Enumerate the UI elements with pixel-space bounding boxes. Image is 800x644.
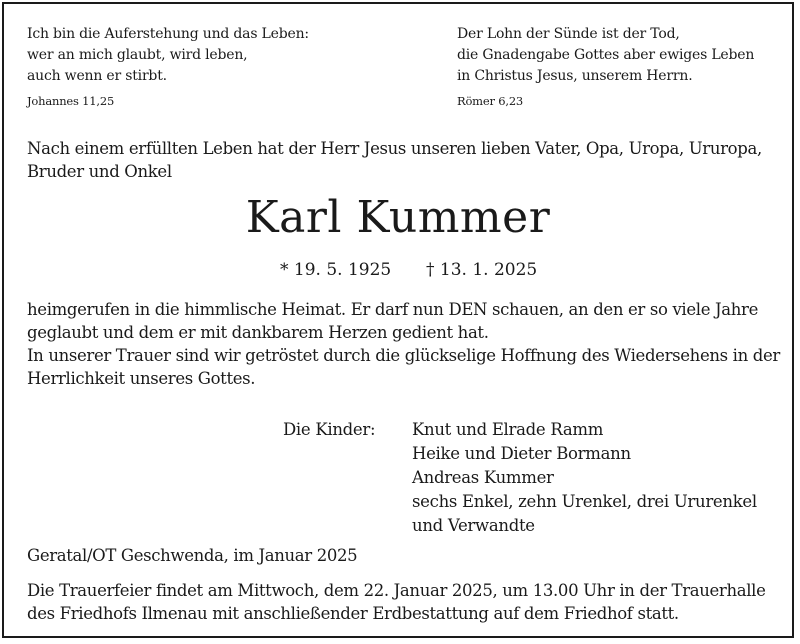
mourner-name: sechs Enkel, zehn Urenkel, drei Ururenkel: [412, 492, 757, 511]
text-line: Nach einem erfüllten Leben hat der Herr Jesus unseren lieben Vater, Opa, Uropa, Ururopa,: [27, 139, 762, 158]
text-line: In unserer Trauer sind wir getröstet durch die glückselige Hoffnung des Wiedersehens in der: [27, 346, 780, 365]
intro-text: [27, 137, 762, 183]
mourners-label: Die Kinder:: [283, 420, 376, 439]
mourner-name: Heike und Dieter Bormann: [412, 444, 631, 463]
verse-reference: Johannes 11,25: [27, 94, 115, 108]
text-line: geglaubt und dem er mit dankbarem Herzen gedient hat.: [27, 323, 489, 342]
mourners-list: [412, 418, 757, 538]
mourner-name: Knut und Elrade Ramm: [412, 420, 604, 439]
verse-line: wer an mich glaubt, wird leben,: [27, 47, 248, 63]
verse-line: die Gnadengabe Gottes aber ewiges Leben: [457, 47, 755, 63]
text-line: Herrlichkeit unseres Gottes.: [27, 369, 256, 388]
main-text: [27, 298, 780, 390]
bible-verse-left: [27, 24, 309, 109]
funeral-info: [27, 579, 765, 625]
mourner-name: Andreas Kummer: [412, 468, 554, 487]
text-line: heimgerufen in die himmlische Heimat. Er darf nun DEN schauen, an den er so viele Jahre: [27, 300, 758, 319]
death-date: † 13. 1. 2025: [426, 260, 538, 280]
verse-line: Ich bin die Auferstehung und das Leben:: [27, 26, 309, 42]
place-date: Geratal/OT Geschwenda, im Januar 2025: [27, 546, 358, 565]
obituary-notice: [2, 2, 794, 638]
mourner-name: und Verwandte: [412, 516, 535, 535]
verse-line: Der Lohn der Sünde ist der Tod,: [457, 26, 680, 42]
verse-line: in Christus Jesus, unserem Herrn.: [457, 68, 693, 84]
verse-line: auch wenn er stirbt.: [27, 68, 167, 84]
text-line: Die Trauerfeier findet am Mittwoch, dem 22. Januar 2025, um 13.00 Uhr in der Trauerhalle: [27, 581, 766, 600]
birth-date: * 19. 5. 1925: [280, 260, 392, 280]
text-line: Bruder und Onkel: [27, 162, 172, 181]
verse-reference: Römer 6,23: [457, 94, 524, 108]
text-line: des Friedhofs Ilmenau mit anschließender Erdbestattung auf dem Friedhof statt.: [27, 604, 679, 623]
deceased-name: Karl Kummer: [245, 192, 551, 243]
bible-verse-right: [457, 24, 754, 109]
